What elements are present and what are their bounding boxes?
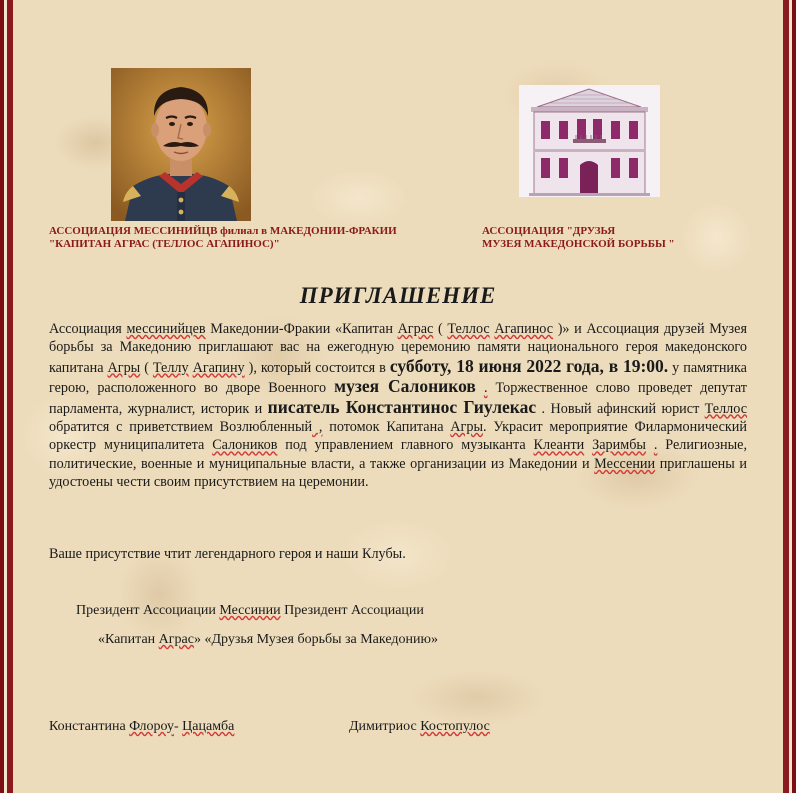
body-text-run: под управлением главного музыканта — [277, 437, 534, 454]
presidents-line-1 — [76, 603, 424, 619]
body-text-run — [584, 437, 592, 453]
body-underlined-word: Теллос — [704, 400, 747, 417]
presidents-text-run: » «Друзья Музея борьбы за Македонию» — [193, 632, 438, 647]
left-association-line1: АССОЦИАЦИЯ МЕССИНИЙЦВ филиал в МАКЕДОНИИ-ФРАКИИ — [49, 225, 397, 237]
right-association-line1: АССОЦИАЦИЯ "ДРУЗЬЯ — [482, 225, 616, 237]
presidents-text-run: Президент Ассоциации — [280, 603, 424, 618]
body-text-run: Ассоциация — [49, 321, 127, 337]
body-underlined-word: . — [653, 437, 658, 454]
page-border-right — [783, 0, 796, 793]
signature-left — [49, 719, 234, 735]
event-date-time: субботу, 18 июня 2022 года, в 19:00. — [389, 355, 669, 376]
signature-text-run: - — [174, 719, 183, 734]
body-underlined-word: Мессении — [594, 455, 656, 472]
page-border-left — [0, 0, 13, 793]
presidents-line-2 — [98, 632, 438, 648]
body-underlined-word: мессинийцев — [126, 321, 206, 337]
body-text-run: обратится с приветствием Возлюбленный — [49, 419, 313, 436]
signature-right — [349, 719, 490, 735]
museum-building-illustration — [519, 85, 660, 197]
body-text-run — [646, 437, 654, 453]
presidents-text-run: «Капитан — [98, 632, 159, 647]
body-text-run: ( — [433, 321, 448, 337]
body-text-run: у памятника герою, расположенного во дворе Военного — [49, 359, 747, 397]
body-text-run: . Украсит мероприятие Филармонический оркестр муниципалитета — [49, 419, 747, 454]
body-underlined-word: Аграс — [397, 321, 434, 337]
right-association-name — [482, 225, 675, 251]
body-text-run: потомок Капитана — [322, 419, 451, 436]
body-text-run: Македонии-Фракии «Капитан — [205, 321, 398, 337]
left-association-name — [49, 225, 397, 251]
body-text-run: приглашены и удостоены чести своим присутствием на церемонии. — [49, 455, 748, 491]
invitation-title: ПРИГЛАШЕНИЕ — [299, 283, 497, 308]
body-underlined-word: Салоников — [212, 437, 278, 454]
signature-text-run: Димитриос — [349, 719, 421, 734]
body-text-run — [476, 380, 484, 396]
museum-name: музея Салоников — [334, 376, 476, 397]
presidents-underlined-word: Аграс — [158, 632, 194, 647]
captain-agras-portrait — [111, 68, 251, 221]
signature-underlined-word: Костопулос — [420, 719, 490, 734]
body-underlined-word: Агапину — [192, 359, 245, 376]
signature-underlined-word: Флороу — [129, 719, 174, 734]
body-underlined-word: Заримбы — [592, 437, 646, 454]
body-underlined-word: Агры — [107, 359, 141, 376]
body-underlined-word: Теллос — [447, 321, 490, 337]
signature-underlined-word: Цацамба — [182, 719, 235, 734]
closing-line: Ваше присутствие чтит легендарного героя и наши Клубы. — [49, 546, 406, 562]
body-text-run: )» и Ассоциация друзей Музея борьбы за Македонию приглашают вас на ежегодную церемонию памяти национального героя македонского капитана — [49, 321, 747, 376]
left-association-line2: "КАПИТАН АГРАС (ТЕЛЛОС АГАПИНОС)" — [49, 238, 280, 250]
body-underlined-word: , — [312, 419, 323, 436]
body-underlined-word: Агапинос — [494, 321, 554, 337]
right-association-line2: МУЗЕЯ МАКЕДОНСКОЙ БОРЬБЫ " — [482, 238, 675, 250]
speaker-name: писатель Константинос Гиулекас — [267, 396, 537, 417]
body-underlined-word: . — [483, 380, 488, 397]
body-underlined-word: Агры — [450, 419, 483, 436]
body-text-run: ), который состоится в — [244, 359, 390, 376]
body-text-run: Торжественное слово проведет депутат парламента, журналист, историк и — [49, 380, 747, 417]
body-text-run: . Новый афинский юрист — [536, 400, 705, 417]
invitation-body — [49, 320, 747, 492]
body-underlined-word: Теллу — [152, 359, 189, 376]
presidents-text-run: Президент Ассоциации — [76, 603, 220, 618]
signature-text-run: Константина — [49, 719, 130, 734]
body-underlined-word: Клеанти — [533, 437, 585, 454]
body-text-run: ( — [140, 359, 153, 376]
body-text-run: Религиозные, политические, военные и муниципальные власти, а также организации из Македонии и — [49, 437, 747, 472]
presidents-underlined-word: Мессинии — [219, 603, 281, 618]
